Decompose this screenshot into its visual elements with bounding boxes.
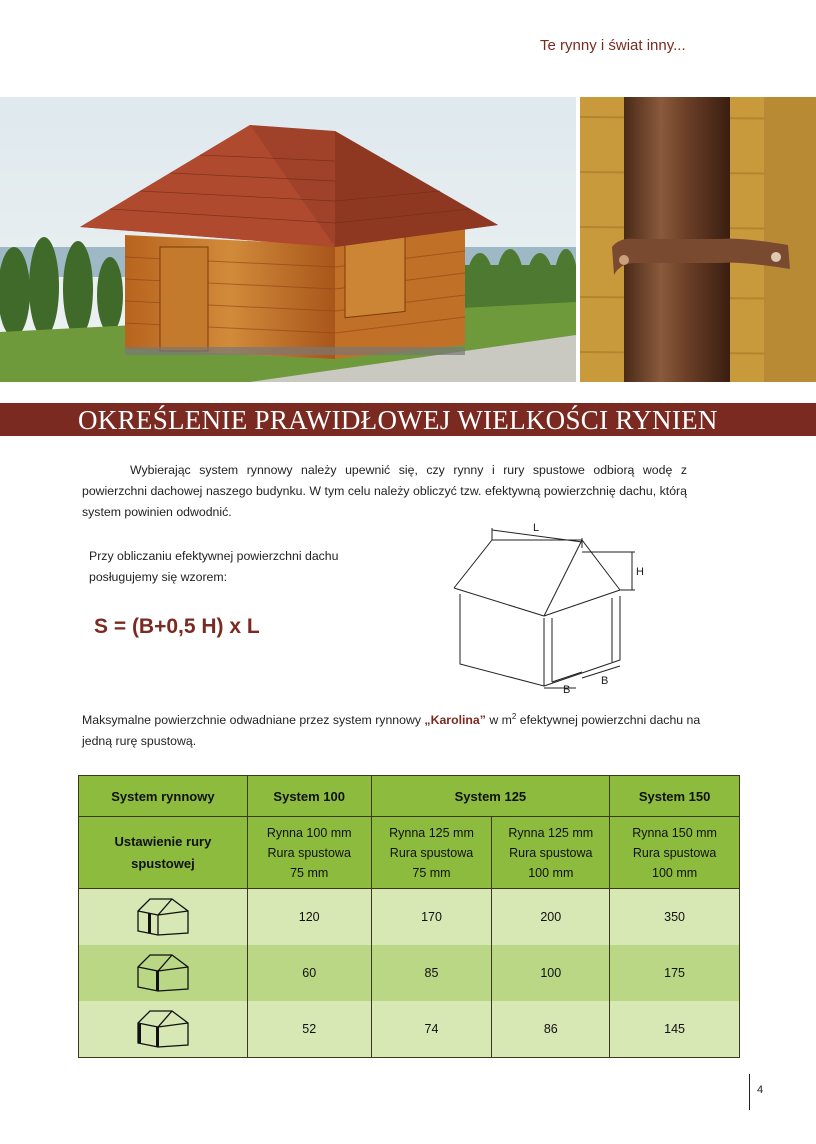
page-number: 4 <box>757 1084 764 1096</box>
max-area-note <box>82 706 702 752</box>
calc-paragraph: Przy obliczaniu efektywnej powierzchni dachu posługujemy się wzorem: <box>89 549 339 584</box>
house-downpipe-center-icon <box>136 897 190 937</box>
downpipe-bracket-photo <box>580 97 816 382</box>
label-L: L <box>533 522 540 534</box>
value-cell: 120 <box>247 889 371 946</box>
value-cell: 60 <box>247 945 371 1001</box>
col-header-system-100: System 100 <box>247 776 371 817</box>
label-B-front: B <box>563 684 571 696</box>
spec-line: Rynna 125 mm <box>508 825 594 840</box>
value-cell: 200 <box>492 889 610 946</box>
spec-line: Rynna 150 mm <box>632 825 717 840</box>
house-downpipe-both-corners-icon <box>136 1009 190 1049</box>
page-number-divider <box>749 1074 750 1110</box>
garden-shed-photo <box>0 97 576 382</box>
value-cell: 74 <box>371 1001 492 1058</box>
spec-125-75 <box>371 817 492 889</box>
spec-line: 75 mm <box>412 865 451 880</box>
value-cell: 100 <box>492 945 610 1001</box>
spec-line: Rynna 100 mm <box>266 825 352 840</box>
gutter-system-table <box>78 775 740 1058</box>
table-subheader-row <box>79 817 740 889</box>
value-cell: 52 <box>247 1001 371 1058</box>
house-downpipe-corner-icon <box>136 953 190 993</box>
col-header-system: System rynnowy <box>79 776 248 817</box>
roof-dimension-diagram <box>452 518 652 698</box>
spec-line: Rura spustowa <box>632 845 717 860</box>
spec-line: Rynna 125 mm <box>389 825 474 840</box>
brand-name: „Karolina” <box>424 713 486 728</box>
value-cell: 85 <box>371 945 492 1001</box>
position-cell <box>79 1001 248 1058</box>
position-cell <box>79 889 248 946</box>
table-row <box>79 945 740 1001</box>
spec-line: 75 mm <box>290 865 329 880</box>
value-cell: 175 <box>610 945 740 1001</box>
value-cell: 170 <box>371 889 492 946</box>
spec-line: 100 mm <box>652 865 698 880</box>
table-row <box>79 1001 740 1058</box>
value-cell: 350 <box>610 889 740 946</box>
roof-area-formula: S = (B+0,5 H) x L <box>94 615 260 638</box>
position-cell <box>79 945 248 1001</box>
section-title: OKREŚLENIE PRAWIDŁOWEJ WIELKOŚCI RYNIEN <box>78 405 718 435</box>
spec-line: Rura spustowa <box>509 845 593 860</box>
max-note-sup: 2 <box>511 712 517 721</box>
max-note-start: Maksymalne powierzchnie odwadniane przez system rynnowy <box>82 713 425 728</box>
col-header-system-150: System 150 <box>610 776 740 817</box>
spec-line: 100 mm <box>528 865 574 880</box>
value-cell: 86 <box>492 1001 610 1058</box>
spec-125-100 <box>492 817 610 889</box>
max-note-unit: w m <box>485 713 512 728</box>
spec-line: Rura spustowa <box>389 845 474 860</box>
intro-paragraph: Wybierając system rynnowy należy upewnić się, czy rynny i rury spustowe odbiorą wodę z powierzchni dachowej naszego budynku. W tym celu należy obliczyć tzw. efektywną powierzchnię dachu, którą system powinien odwodnić. <box>82 463 687 519</box>
max-note-end: efektywnej powierzchni dachu na jedną rurę spustową. <box>82 713 701 749</box>
table-row <box>79 889 740 946</box>
spec-line: Rura spustowa <box>267 845 351 860</box>
label-H: H <box>636 566 644 578</box>
label-B-side: B <box>601 675 609 687</box>
downpipe-position-label: Ustawienie rury spustowej <box>79 817 248 889</box>
spec-150-100 <box>610 817 740 889</box>
value-cell: 145 <box>610 1001 740 1058</box>
table-header-row <box>79 776 740 817</box>
spec-100-75 <box>247 817 371 889</box>
tagline: Te rynny i świat inny... <box>540 37 686 54</box>
col-header-system-125: System 125 <box>371 776 610 817</box>
